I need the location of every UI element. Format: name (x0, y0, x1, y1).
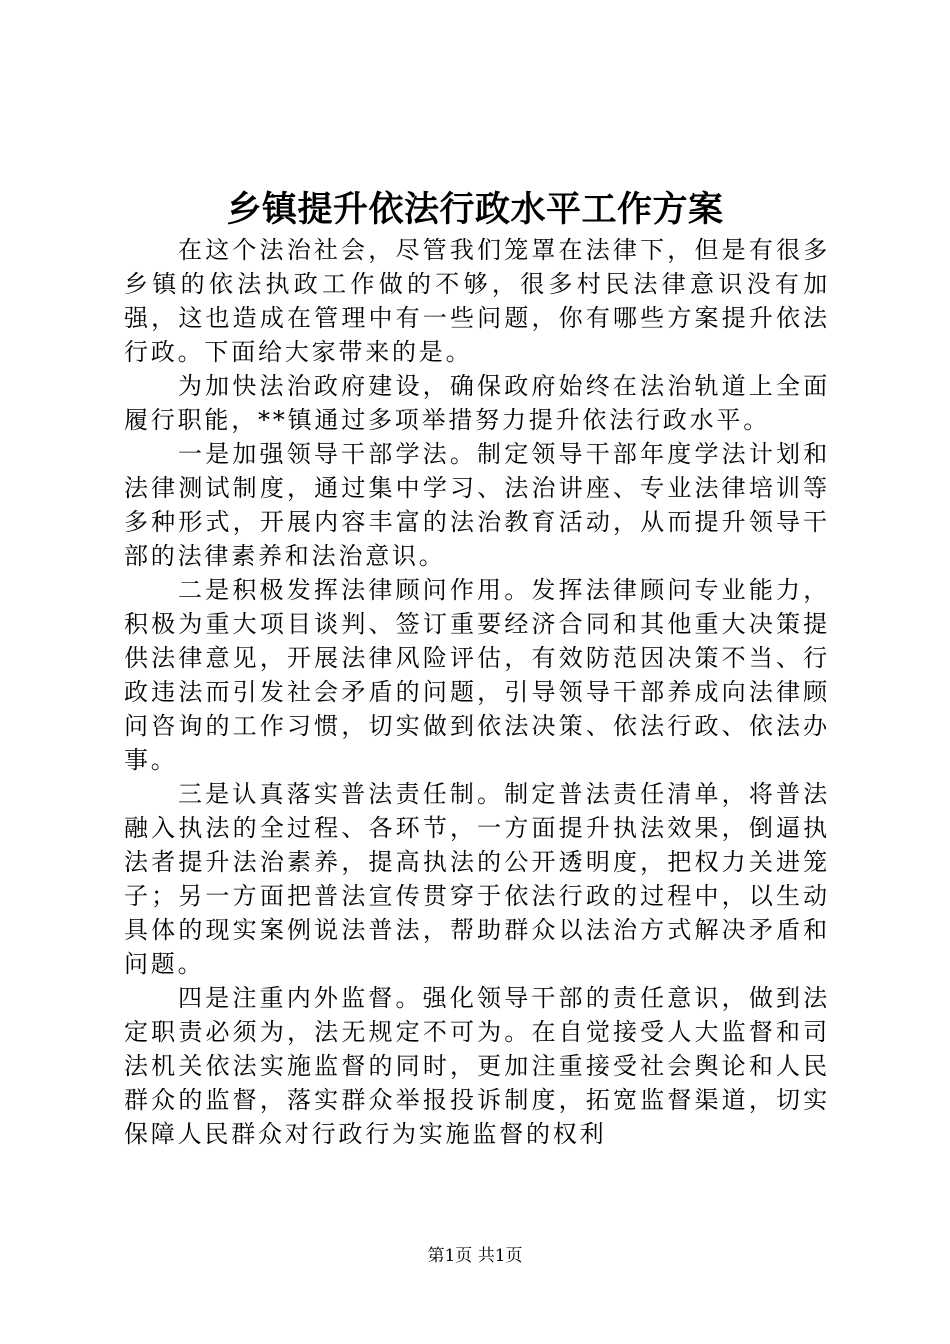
paragraph-point-4: 四是注重内外监督。强化领导干部的责任意识，做到法定职责必须为，法无规定不可为。在自觉接受人大监督和司法机关依法实施监督的同时，更加注重接受社会舆论和人民群众的监督，落实群众举报投诉制度，拓宽监督渠道，切实保障人民群众对行政行为实施监督的权利 (124, 984, 830, 1148)
document-body (124, 233, 830, 1151)
paragraph-point-1: 一是加强领导干部学法。制定领导干部年度学法计划和法律测试制度，通过集中学习、法治讲座、专业法律培训等多种形式，开展内容丰富的法治教育活动，从而提升领导干部的法律素养和法治意识。 (124, 440, 830, 570)
paragraph-intro: 在这个法治社会，尽管我们笼罩在法律下，但是有很多乡镇的依法执政工作做的不够，很多村民法律意识没有加强，这也造成在管理中有一些问题，你有哪些方案提升依法行政。下面给大家带来的是。 (124, 236, 830, 366)
paragraph-overview: 为加快法治政府建设，确保政府始终在法治轨道上全面履行职能，**镇通过多项举措努力提升依法行政水平。 (124, 372, 830, 434)
document-title: 乡镇提升依法行政水平工作方案 (226, 189, 724, 230)
paragraph-point-3: 三是认真落实普法责任制。制定普法责任清单，将普法融入执法的全过程、各环节，一方面提升执法效果，倒逼执法者提升法治素养，提高执法的公开透明度，把权力关进笼子；另一方面把普法宣传贯穿于依法行政的过程中，以生动具体的现实案例说法普法，帮助群众以法治方式解决矛盾和问题。 (124, 780, 830, 978)
page-footer: 第1页 共1页 (427, 1246, 523, 1266)
paragraph-point-2: 二是积极发挥法律顾问作用。发挥法律顾问专业能力，积极为重大项目谈判、签订重要经济合同和其他重大决策提供法律意见，开展法律风险评估，有效防范因决策不当、行政违法而引发社会矛盾的问题，引导领导干部养成向法律顾问咨询的工作习惯，切实做到依法决策、依法行政、依法办事。 (124, 576, 830, 774)
